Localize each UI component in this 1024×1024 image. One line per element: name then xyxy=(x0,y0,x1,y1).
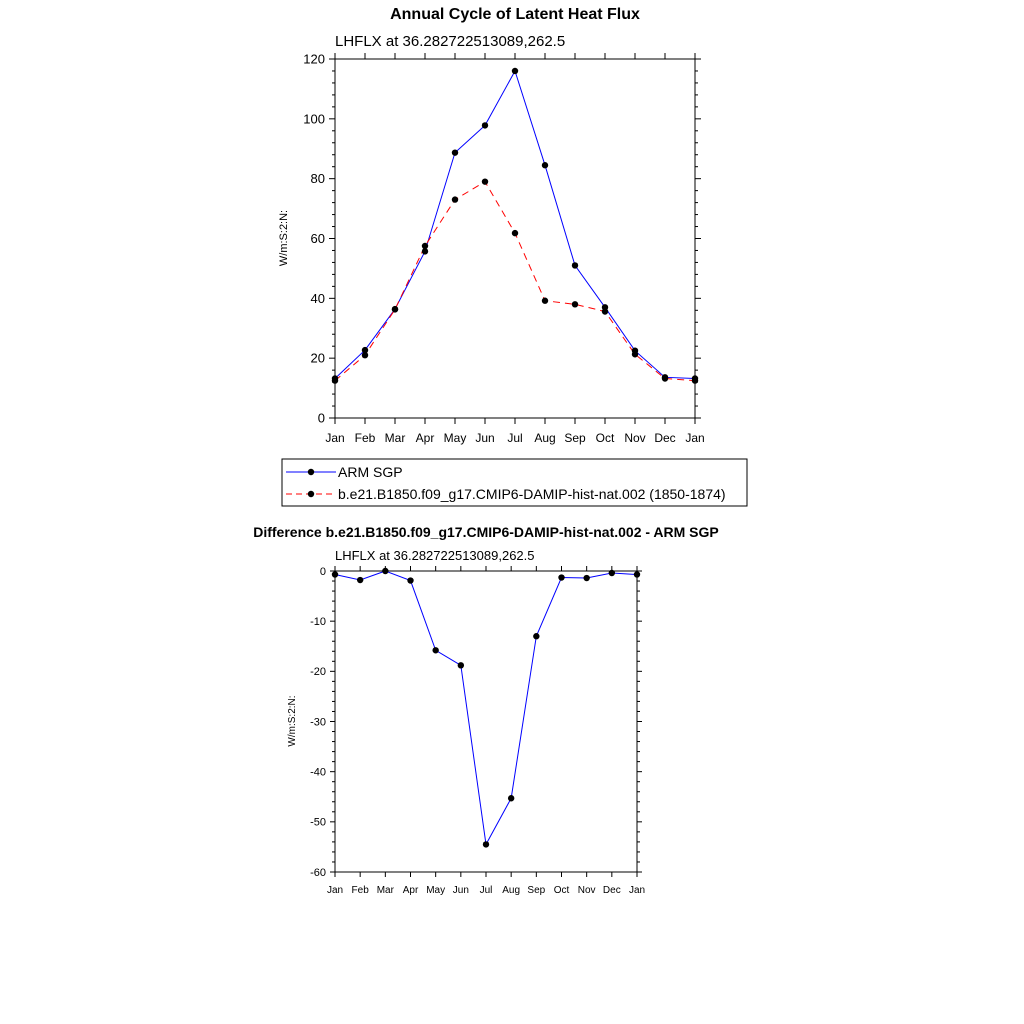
chart1-ytick-label: 60 xyxy=(310,231,325,247)
chart2-series-1-point xyxy=(432,647,438,653)
chart1-series-2-point xyxy=(602,308,608,314)
chart2-xtick-label: Jan xyxy=(326,885,344,896)
chart1-xtick-label: Jul xyxy=(507,431,523,445)
chart1-xtick-label: Jun xyxy=(475,431,495,445)
chart1-series-1-point xyxy=(542,162,548,168)
chart1-xtick-label: Feb xyxy=(354,431,376,445)
chart2-series-1-point xyxy=(634,571,640,577)
chart2-subtitle: LHFLX at 36.282722513089,262.5 xyxy=(335,548,535,563)
chart1-xtick-label: Aug xyxy=(534,431,556,445)
chart1-series-2-point xyxy=(482,178,488,184)
chart1-series-2-point xyxy=(512,230,518,236)
chart1-series-2-point xyxy=(542,298,548,304)
chart1-legend xyxy=(282,459,747,506)
chart2-ytick-label: -20 xyxy=(310,666,326,679)
chart1-xtick-label: Nov xyxy=(624,431,646,445)
chart1-series-2-point xyxy=(362,352,368,358)
chart2-ytick-label: -60 xyxy=(310,866,326,879)
legend-marker-model xyxy=(308,491,314,497)
chart1-plot xyxy=(303,52,704,445)
chart2-xtick-label: Nov xyxy=(577,885,596,896)
chart1-xtick-label: Sep xyxy=(564,431,586,445)
chart2-xtick-label: Feb xyxy=(351,885,369,896)
chart2-xtick-label: Jan xyxy=(628,885,646,896)
chart1-subtitle: LHFLX at 36.282722513089,262.5 xyxy=(335,33,566,50)
chart2-frame xyxy=(335,571,637,872)
chart2-series-1-point xyxy=(382,568,388,574)
chart1-xtick-label: Jan xyxy=(685,431,705,445)
chart2-series-1-point xyxy=(583,575,589,581)
chart2-xtick-label: Sep xyxy=(527,885,546,896)
chart1-series-2-point xyxy=(422,243,428,249)
chart1-series-2-point xyxy=(572,301,578,307)
chart1-ytick-label: 0 xyxy=(317,410,325,426)
chart1-ytick-label: 120 xyxy=(303,51,325,67)
chart1-series-2-point xyxy=(452,196,458,202)
chart2-series-1-point xyxy=(558,574,564,580)
chart2-ytick-label: -10 xyxy=(310,616,326,629)
chart2-xtick-label: Aug xyxy=(502,885,521,896)
chart1-series-2-point xyxy=(632,351,638,357)
chart1-series-1-point xyxy=(482,122,488,128)
chart1-ytick-label: 100 xyxy=(303,111,325,127)
chart1-series-2-point xyxy=(332,377,338,383)
chart1-ylabel: W/m:S:2:N: xyxy=(278,209,290,267)
chart1-ytick-label: 40 xyxy=(310,290,325,306)
chart1-xtick-label: May xyxy=(443,431,467,445)
chart2-ytick-label: -50 xyxy=(310,816,326,829)
chart2-ytick-label: -40 xyxy=(310,766,326,779)
chart1-series-2-point xyxy=(392,306,398,312)
chart2-ytick-label: -30 xyxy=(310,716,326,729)
chart1-series-1-point xyxy=(512,68,518,74)
chart1-xtick-label: Dec xyxy=(654,431,676,445)
chart1-frame xyxy=(335,59,695,418)
chart1-ytick-label: 80 xyxy=(310,171,325,187)
chart2-series-1-point xyxy=(508,795,514,801)
legend-marker-arm xyxy=(308,469,314,475)
chart1-series-1-point xyxy=(452,149,458,155)
chart1-xtick-label: Oct xyxy=(595,431,615,445)
chart2-plot xyxy=(310,566,645,896)
chart1-xtick-label: Jan xyxy=(325,431,345,445)
chart2-xtick-label: Dec xyxy=(602,885,621,896)
chart2-ytick-label: 0 xyxy=(319,565,326,578)
chart2-series-1-point xyxy=(458,662,464,668)
chart2-xtick-label: Jun xyxy=(452,885,469,896)
legend-label-arm: ARM SGP xyxy=(338,464,403,480)
chart1-xtick-label: Apr xyxy=(415,431,435,445)
chart1-series-line-2 xyxy=(335,182,695,381)
chart1-series-line-1 xyxy=(335,71,695,379)
chart1-series-2-point xyxy=(692,377,698,383)
chart1-ytick-label: 20 xyxy=(310,350,325,366)
chart2-series-1-point xyxy=(407,577,413,583)
chart2-ylabel: W/m:S:2:N: xyxy=(287,695,298,747)
chart2-xtick-label: Mar xyxy=(376,885,394,896)
chart1-title: Annual Cycle of Latent Heat Flux xyxy=(390,6,640,23)
chart1-xtick-label: Mar xyxy=(384,431,406,445)
chart1-series-1-point xyxy=(572,262,578,268)
chart2-series-1-point xyxy=(533,633,539,639)
chart2-xtick-label: Apr xyxy=(402,885,419,896)
chart2-series-1-point xyxy=(609,570,615,576)
chart2-series-1-point xyxy=(357,577,363,583)
chart2-series-1-point xyxy=(483,841,489,847)
legend-label-model: b.e21.B1850.f09_g17.CMIP6-DAMIP-hist-nat.002 (1850-1874) xyxy=(338,486,726,502)
chart2-xtick-label: Jul xyxy=(479,885,493,896)
chart2-xtick-label: Oct xyxy=(553,885,570,896)
chart2-series-1-point xyxy=(332,571,338,577)
chart2-title: Difference b.e21.B1850.f09_g17.CMIP6-DAMIP-hist-nat.002 - ARM SGP xyxy=(253,524,719,540)
chart2-series-line-1 xyxy=(335,571,637,844)
chart1-series-2-point xyxy=(662,375,668,381)
chart2-xtick-label: May xyxy=(426,885,446,896)
